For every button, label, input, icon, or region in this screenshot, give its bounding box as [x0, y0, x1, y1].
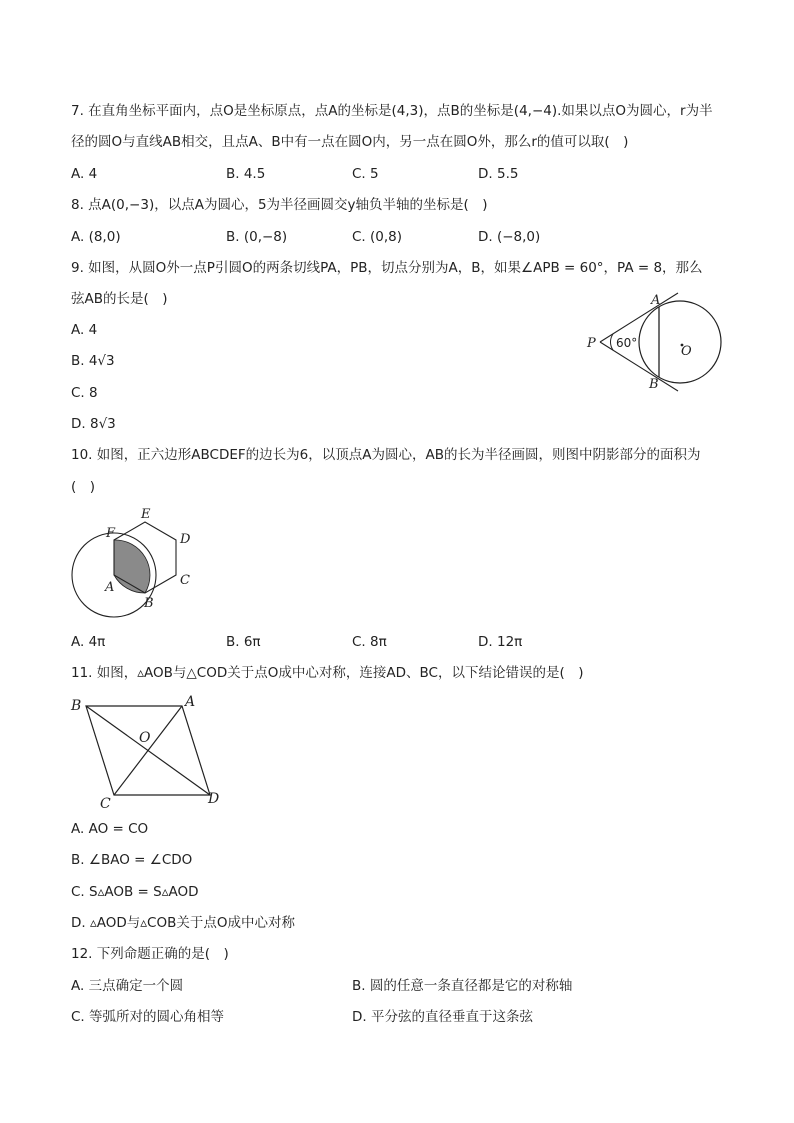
q9-option-d: D. 8√3 — [71, 416, 116, 432]
q10-option-b: B. 6π — [226, 634, 261, 650]
q11-label-c: C — [100, 796, 111, 812]
q8-option-c: C. (0,8) — [352, 229, 403, 245]
q11-label-b: B — [71, 698, 82, 714]
q8-stem: 8. 点A(0,−3)，以点A为圆心，5为半径画圆交y轴负半轴的坐标是( ) — [71, 197, 488, 213]
q8-option-b: B. (0,−8) — [226, 229, 288, 245]
q7-option-b: B. 4.5 — [226, 166, 266, 182]
q9-tangent-pb — [600, 342, 678, 391]
q10-stem-line1: 10. 如图，正六边形ABCDEF的边长为6，以顶点A为圆心，AB的长为半径画圆，则图中阴影部分的面积为 — [71, 447, 701, 463]
q9-stem-line1: 9. 如图，从圆O外一点P引圆O的两条切线PA，PB，切点分别为A，B，如果∠APB = 60°，PA = 8，那么 — [71, 260, 703, 276]
q8-option-d: D. (−8,0) — [478, 229, 541, 245]
q9-option-a: A. 4 — [71, 322, 98, 338]
q11-option-a: A. AO = CO — [71, 821, 149, 837]
q7-option-a: A. 4 — [71, 166, 98, 182]
q12-option-a: A. 三点确定一个圆 — [71, 978, 184, 994]
q10-option-c: C. 8π — [352, 634, 387, 650]
q12-option-b: B. 圆的任意一条直径都是它的对称轴 — [352, 978, 573, 994]
q11-stem: 11. 如图，▵AOB与△COD关于点O成中心对称，连接AD、BC，以下结论错误的是( ) — [71, 665, 584, 681]
q10-option-a: A. 4π — [71, 634, 106, 650]
q12-option-c: C. 等弧所对的圆心角相等 — [71, 1009, 225, 1025]
q10-option-d: D. 12π — [478, 634, 523, 650]
q11-segment-ac — [114, 706, 182, 795]
q11-label-d: D — [208, 791, 220, 807]
q9-label-angle: 60° — [616, 336, 638, 350]
q11-figure — [65, 690, 230, 815]
q9-label-p: P — [587, 336, 596, 351]
q7-option-d: D. 5.5 — [478, 166, 519, 182]
q11-option-c: C. S▵AOB = S▵AOD — [71, 884, 199, 900]
q7-stem-line2: 径的圆O与直线AB相交，且点A、B中有一点在圆O内，另一点在圆O外，那么r的值可以取( ) — [71, 134, 629, 150]
q9-angle-arc — [610, 334, 613, 350]
q7-option-c: C. 5 — [352, 166, 379, 182]
q9-label-a: A — [651, 293, 661, 308]
q10-stem-line2: ( ) — [71, 479, 96, 495]
q9-option-c: C. 8 — [71, 385, 98, 401]
q11-option-b: B. ∠BAO = ∠CDO — [71, 852, 193, 868]
q10-label-f: F — [106, 526, 116, 541]
q12-option-d: D. 平分弦的直径垂直于这条弦 — [352, 1009, 533, 1025]
q9-figure — [580, 288, 730, 398]
q11-label-o: O — [139, 730, 151, 746]
q9-label-b: B — [649, 377, 659, 392]
q11-label-a: A — [185, 694, 196, 710]
q10-label-e: E — [141, 507, 151, 522]
q9-stem-line2: 弦AB的长是( ) — [71, 291, 168, 307]
q9-option-b: B. 4√3 — [71, 353, 115, 369]
q9-tangent-pa — [600, 293, 678, 342]
q10-label-a: A — [105, 580, 115, 595]
q11-option-d: D. ▵AOD与▵COB关于点O成中心对称 — [71, 915, 295, 931]
q10-label-d: D — [180, 532, 191, 547]
q12-stem: 12. 下列命题正确的是( ) — [71, 946, 229, 962]
q9-circle-o — [639, 301, 721, 383]
q10-figure — [65, 505, 200, 620]
q8-option-a: A. (8,0) — [71, 229, 121, 245]
q10-label-b: B — [144, 596, 154, 611]
q10-label-c: C — [180, 573, 190, 588]
q9-label-o: O — [681, 344, 692, 359]
q7-stem-line1: 7. 在直角坐标平面内，点O是坐标原点，点A的坐标是(4,3)，点B的坐标是(4,−4).如果以点O为圆心，r为半 — [71, 103, 713, 119]
